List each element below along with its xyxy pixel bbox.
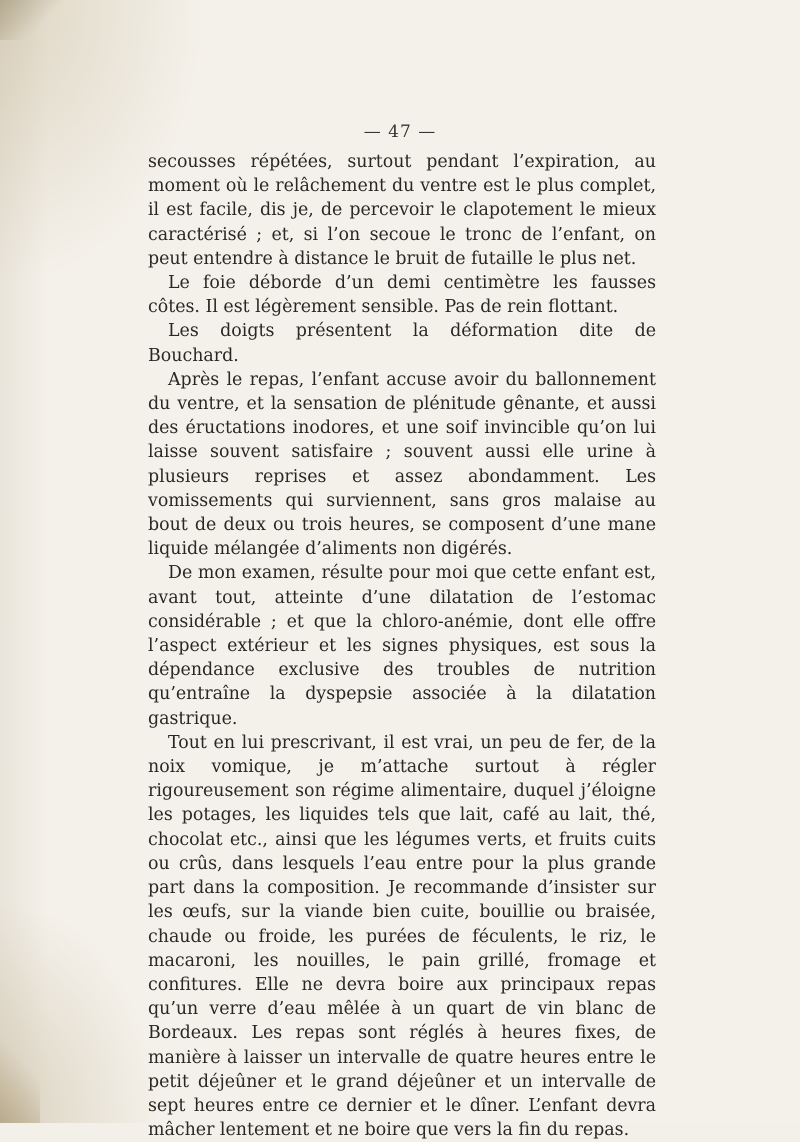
body-text [148,150,656,1142]
paragraph: Les doigts présentent la déformation dite de Bouchard. [148,321,656,366]
paragraph: secousses répétées, surtout pendant l’expiration, au moment où le relâchement du ventre est le plus complet, il est facile, dis je, de percevoir le clapotement le mieux caractérisé ; et, si l’on secoue le tronc de l’enfant, on peut entendre à distance le bruit de futaille le plus net. [148,152,656,269]
page-number: — 47 — [363,122,437,142]
paragraph: De mon examen, résulte pour moi que cette enfant est, avant tout, atteinte d’une dilatation de l’estomac considérable ; et que la chloro-anémie, dont elle offre l’aspect extérieur et les signes physiques, est sous la dépendance exclusive des troubles de nutrition qu’entraîne la dyspepsie associée à la dilatation gastrique. [148,563,656,729]
paper-stain [0,0,70,40]
paragraph: Le foie déborde d’un demi centimètre les fausses côtes. Il est légèrement sensible. Pas de rein flottant. [148,273,656,318]
paragraph: Après le repas, l’enfant accuse avoir du ballonnement du ventre, et la sensation de plénitude gênante, et aussi des éructations inodores, et une soif invincible qu’on lui laisse souvent satisfaire ; souvent aussi elle urine à plusieurs reprises et assez abondamment. Les vomissements qui surviennent, sans gros malaise au bout de deux ou trois heures, se composent d’une mane liquide mélangée d’aliments non digérés. [148,369,656,560]
paragraph: Tout en lui prescrivant, il est vrai, un peu de fer, de la noix vomique, je m’attache surtout à régler rigoureusement son régime alimentaire, duquel j’éloigne les potages, les liquides tels que lait, café au lait, thé, chocolat etc., ainsi que les légumes verts, et fruits cuits ou crûs, dans lesquels l’eau entre pour la plus grande part dans la composition. Je recommande d’insister sur les œufs, sur la viande bien cuite, bouillie ou braisée, chaude ou froide, les purées de féculents, le riz, le macaroni, les nouilles, le pain grillé, fromage et confitures. Elle ne devra boire aux principaux repas qu’un verre d’eau mêlée à un quart de vin blanc de Bordeaux. Les repas sont réglés à heures fixes, de manière à laisser un intervalle de quatre heures entre le petit déjeûner et le grand déjeûner et un intervalle de sept heures entre ce dernier et le dîner. L’enfant devra mâcher lentement et ne boire que vers la fin du repas. [148,732,656,1141]
paper-stain [0,1033,40,1123]
